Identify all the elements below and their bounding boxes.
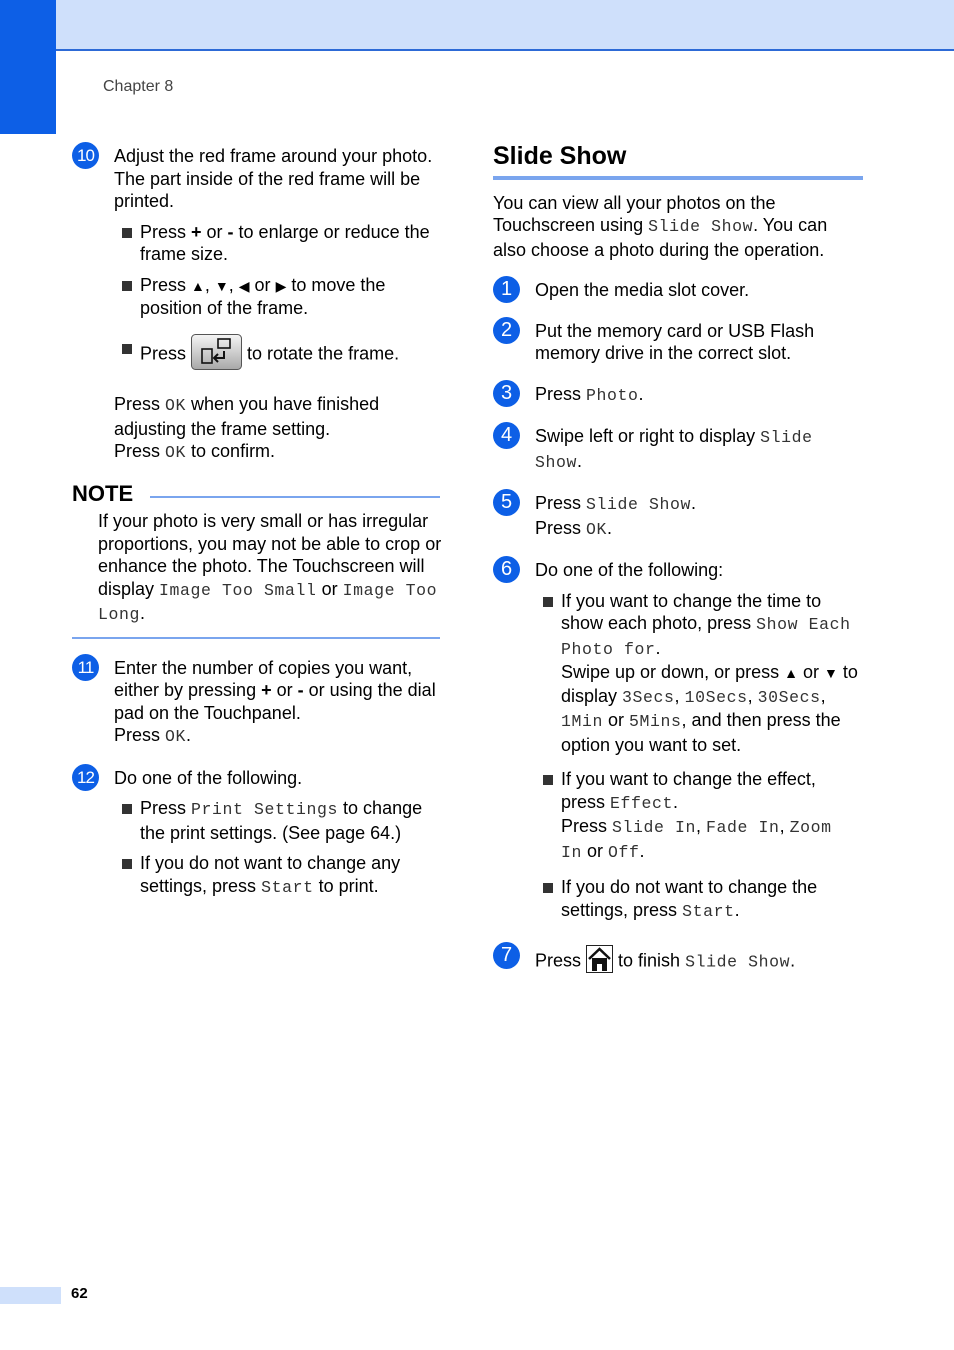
step-number: 7 [493,942,520,969]
bullet-list [535,590,863,924]
bullet-item: If you do not want to change any settings, press Start to print. [114,852,444,899]
bullet-item: If you do not want to change the settings, press Start. [535,876,863,923]
confirm-text: Press OK to confirm. [114,441,276,462]
note-top-rule [150,496,440,498]
intro-text: You can view all your photos on the Touchscreen using Slide Show. You can also choose a photo during the operation. [493,192,828,260]
bullet-list [114,221,444,376]
arrow-up-icon: ▲ [784,665,798,681]
step-text: Put the memory card or USB Flash memory drive in the correct slot. [535,320,815,363]
step-number: 10 [72,142,99,169]
header-band [0,0,954,51]
page-number: 62 [71,1285,88,1302]
rotate-frame-icon [191,334,242,376]
arrow-left-icon: ◀ [238,277,250,294]
step-number: 2 [493,317,520,344]
note-bottom-rule [72,637,440,639]
step-number: 12 [72,764,99,791]
step-text: Adjust the red frame around your photo. The part inside of the red frame will be printed. [114,146,433,211]
note-title: NOTE [72,480,134,506]
bullet-square-icon [122,228,132,238]
step-7 [493,945,863,979]
press-ok-text: Press OK. [114,725,192,746]
bullet-square-icon [122,281,132,291]
chapter-tab [0,0,56,134]
bullet-item: Press Print Settings to change the print settings. (See page 64.) [114,797,444,844]
step-number: 6 [493,556,520,583]
bullet-item: Press to rotate the frame. [114,334,444,376]
step-text: Swipe left or right to display Slide Show. [535,426,813,472]
step-number: 1 [493,276,520,303]
bullet-list [114,797,444,899]
step-text: Do one of the following: [535,560,724,580]
step-10 [72,145,444,465]
step-11 [72,657,444,749]
step-2 [493,320,863,365]
step-text: Press Photo. [535,383,644,405]
step-number: 4 [493,422,520,449]
bullet-square-icon [122,344,132,354]
step-12 [72,767,444,900]
note-text: If your photo is very small or has irregular proportions, you may not be able to crop or enhance the photo. The Touchscreen will display Image Too Small or Image Too Long. [98,511,442,624]
bullet-item: Press + or - to enlarge or reduce the frame size. [114,221,444,266]
bullet-item: Press ▲, ▼, ◀ or ▶ to move the position of the frame. [114,274,444,320]
arrow-down-icon: ▼ [214,277,229,294]
step-4 [493,425,863,474]
section-title: Slide Show [493,142,627,170]
left-column [72,145,444,907]
note-box [72,480,444,639]
step-6 [493,559,863,923]
bullet-item: If you want to change the time to show each photo, press Show Each Photo for. Swipe up or down, or press ▲ or ▼ to display 3Secs, 10Secs, 30Secs, 1Min or 5Mins, and then press the option you want to set. [535,590,863,757]
step-text-2: Press OK. [535,517,613,539]
bullet-square-icon [543,597,553,607]
right-column [493,142,863,979]
step-text: Press to finish Slide Show. [535,945,863,979]
step-text: Open the media slot cover. [535,280,750,300]
bullet-square-icon [543,775,553,785]
step-3 [493,383,863,408]
step-number: 3 [493,380,520,407]
bullet-square-icon [543,883,553,893]
bullet-square-icon [122,804,132,814]
step-1 [493,279,863,302]
chapter-label: Chapter 8 [103,78,174,95]
section-title-rule [493,176,863,180]
arrow-right-icon: ▶ [275,277,287,294]
bullet-item: If you want to change the effect, press Effect. Press Slide In, Fade In, Zoom In or Off. [535,768,863,864]
finish-text: Press OK when you have finished adjusting the frame setting. [114,394,380,439]
arrow-up-icon: ▲ [191,277,205,294]
step-number: 5 [493,489,520,516]
step-text: Enter the number of copies you want, either by pressing + or - or using the dial pad on the Touchpanel. [114,657,436,723]
step-number: 11 [72,654,99,681]
arrow-down-icon: ▼ [824,665,838,681]
home-icon [586,945,613,979]
step-text: Do one of the following. [114,767,303,788]
step-5 [493,492,863,541]
bullet-square-icon [122,859,132,869]
page-number-band [0,1287,61,1304]
step-text: Press Slide Show. [535,493,697,514]
